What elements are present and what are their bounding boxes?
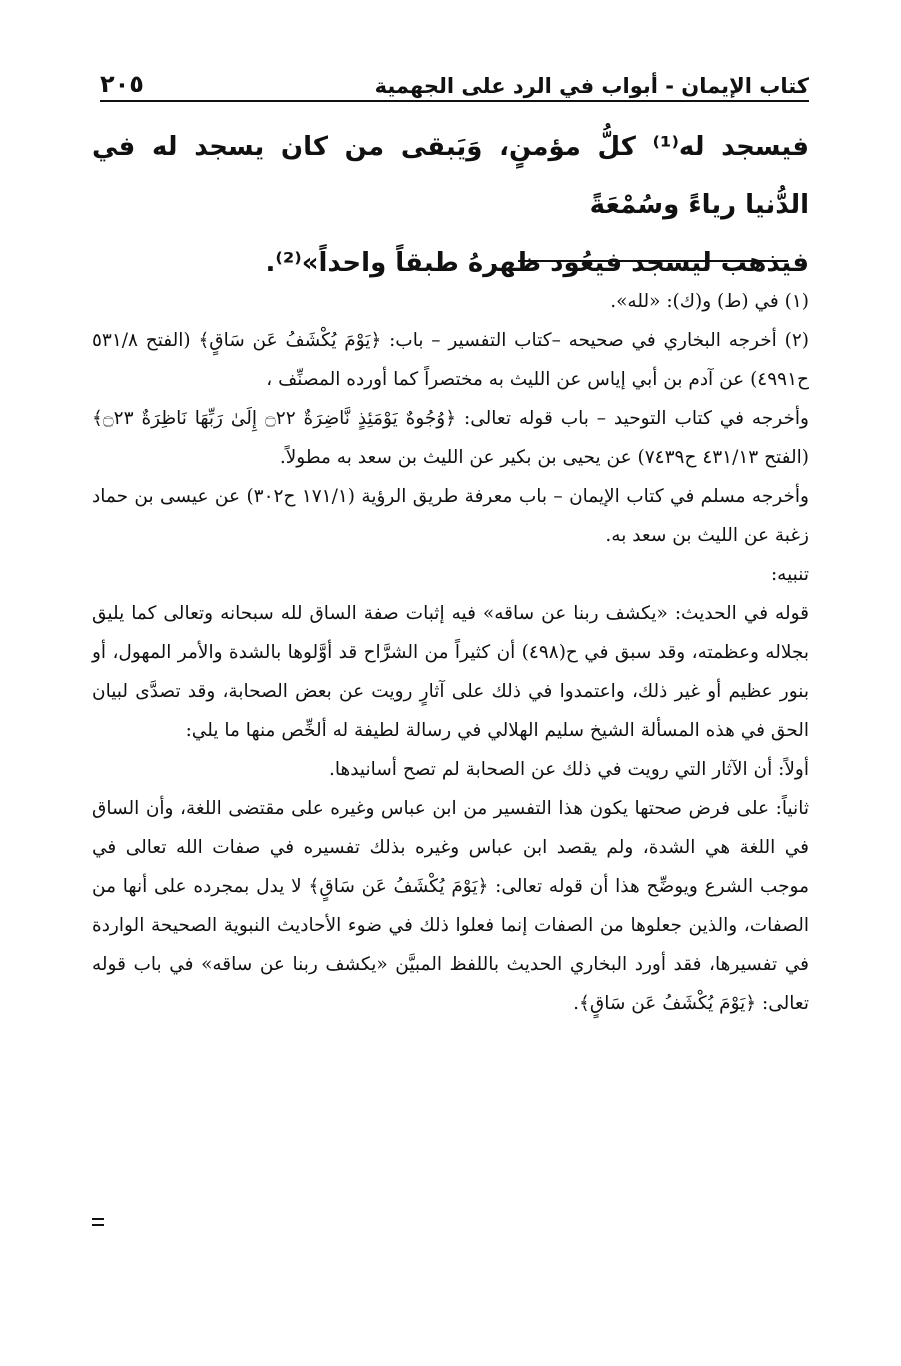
footnote-point-2: ثانياً: على فرض صحتها يكون هذا التفسير من ابن عباس وغيره على مقتضى اللغة، وأن الساق في اللغة هي الشدة، ولم يقصد ابن عباس وغيره بذلك تفسيره في صفات الله تعالى في موجب الشرع ويوضِّح هذا أن قوله تعالى: ﴿يَوْمَ يُكْشَفُ عَن سَاقٍ﴾ لا يدل بمجرده على أنها من الصفات، والذين جعلوها من الصفات إنما فعلوا ذلك في ضوء الأحاديث النبوية الصحيحة الواردة في تفسيرها، فقد أورد البخاري الحديث باللفظ المبيَّن «يكشف ربنا عن ساقه» في باب قوله تعالى: ﴿يَوْمَ يُكْشَفُ عَن سَاقٍ﴾. [92, 798, 809, 1014]
main-text [92, 118, 809, 292]
main-line-2: فيذهب ليسجد فيعُود ظهرهُ طبقاً واحداً»⁽²⁾. [265, 248, 809, 278]
header-rule [100, 100, 809, 102]
footnotes [92, 282, 809, 1023]
footnote-2-muslim: وأخرجه مسلم في كتاب الإيمان – باب معرفة طريق الرؤية (١٧١/١ ح٣٠٢) عن عيسى بن حماد زغبة عن الليث بن سعد به. [92, 486, 809, 546]
footnote-point-1: أولاً: أن الآثار التي رويت في ذلك عن الصحابة لم تصح أسانيدها. [328, 759, 809, 780]
page-header [100, 62, 809, 98]
running-title: كتاب الإيمان - أبواب في الرد على الجهمية [374, 74, 809, 98]
continuation-mark [92, 1218, 104, 1226]
footnote-note-heading: تنبيه: [770, 564, 809, 585]
footnote-2-bukhari-tawhid: وأخرجه في كتاب التوحيد – باب قوله تعالى: ﴿وُجُوهٌ يَوْمَئِذٍ نَّاضِرَةٌ ۝٢٢ إِلَىٰ رَبِّهَا نَاظِرَةٌ ۝٢٣﴾ (الفتح ٤٣١/١٣ ح٧٤٣٩) عن يحيى بن بكير عن الليث بن سعد به مطولاً. [92, 408, 809, 468]
footnote-note-body: قوله في الحديث: «يكشف ربنا عن ساقه» فيه إثبات صفة الساق لله سبحانه وتعالى كما يليق بجلاله وعظمته، وقد سبق في ح(٤٩٨) أن كثيراً من الشرَّاح قد أوَّلوها بالشدة والأمر المهول، أو بنور عظيم أو غير ذلك، واعتمدوا في ذلك على آثارٍ رويت عن بعض الصحابة، وقد تصدَّى لبيان الحق في هذه المسألة الشيخ سليم الهلالي في رسالة لطيفة له ألخِّص منها ما يلي: [92, 603, 809, 741]
footnote-2: (٢) أخرجه البخاري في صحيحه –كتاب التفسير – باب: ﴿يَوْمَ يُكْشَفُ عَن سَاقٍ﴾ (الفتح ٥٣١/٨ ح٤٩٩١) عن آدم بن أبي إياس عن الليث به مختصراً كما أورده المصنِّف ، [92, 330, 809, 390]
footnote-1: (١) في (ط) و(ك): «لله». [610, 291, 809, 312]
main-line-1: فيسجد له⁽¹⁾ كلُّ مؤمنٍ، وَيَبقى من كان يسجد له في الدُّنيا رياءً وسُمْعَةً [92, 132, 809, 220]
footnote-separator [518, 260, 788, 262]
page-number: ٢٠٥ [100, 70, 144, 98]
